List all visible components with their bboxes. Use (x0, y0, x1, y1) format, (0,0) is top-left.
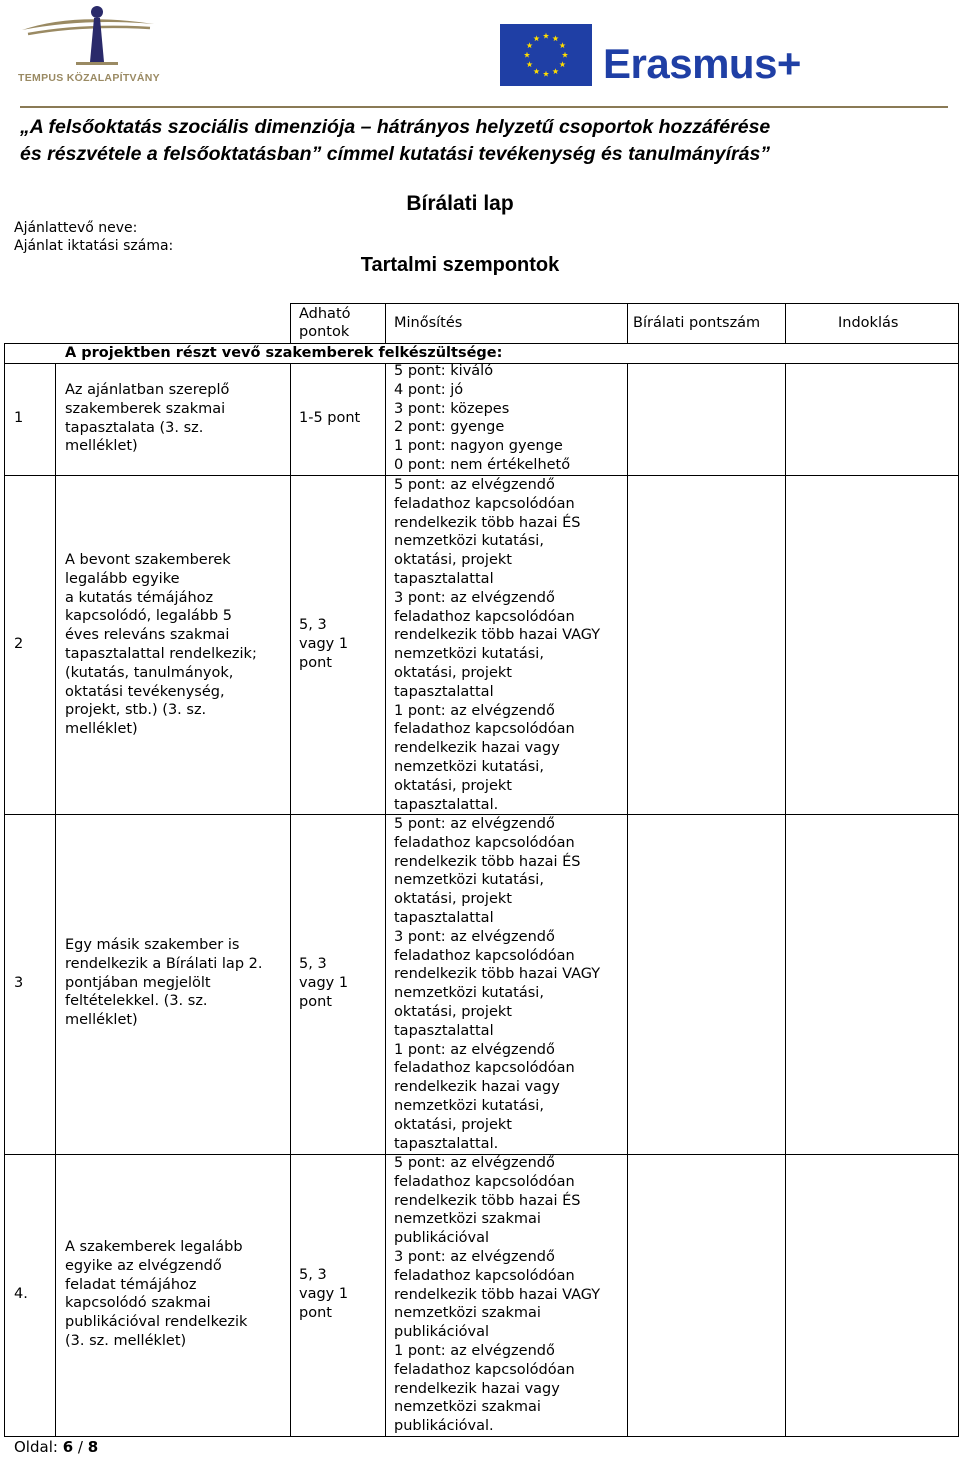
header-score: Bírálati pontszám (633, 315, 761, 331)
page-header (0, 0, 960, 112)
cell-line: pont (299, 993, 332, 1010)
cell-line: A bevont szakemberek (65, 552, 231, 568)
cell-line: tapasztalata (3. sz. (65, 419, 204, 436)
cell-line: kapcsolódó szakmai (65, 1295, 211, 1312)
cell-line: nemzetközi kutatási, (394, 985, 544, 1002)
erasmus-logo-text: Erasmus+ (603, 40, 801, 87)
cell-line: oktatási, projekt (394, 664, 512, 681)
table-border (785, 363, 786, 1437)
header-divider (20, 106, 948, 108)
header-points-line1: Adható (299, 306, 351, 322)
cell-line: publikációval (394, 1230, 490, 1247)
criterion-text (65, 936, 262, 1030)
cell-line: 5 pont: az elvégzendő (394, 1155, 555, 1171)
cell-line: Egy másik szakember is (65, 937, 240, 953)
cell-line: 0 pont: nem értékelhető (394, 456, 571, 473)
cell-line: nemzetközi kutatási, (394, 758, 544, 775)
cell-line: publikációval (394, 1324, 490, 1341)
criterion-text (65, 1238, 247, 1351)
cell-line: publikációval rendelkezik (65, 1314, 248, 1331)
cell-line: 4 pont: jó (394, 381, 464, 398)
cell-line: A szakemberek legalább (65, 1239, 243, 1255)
cell-line: rendelkezik a Bírálati lap 2. (65, 955, 263, 972)
rating-text (394, 476, 600, 814)
cell-line: 1-5 pont (299, 410, 361, 426)
points-text (299, 955, 348, 1011)
cell-line: 3 pont: az elvégzendő (394, 589, 555, 606)
table-border (4, 343, 5, 1437)
cell-line: rendelkezik több hazai ÉS (394, 853, 581, 870)
cell-line: oktatási tevékenység, (65, 683, 225, 700)
row-number: 2 (14, 636, 24, 652)
table-border (385, 303, 386, 343)
cell-line: rendelkezik több hazai ÉS (394, 1192, 581, 1209)
bidder-name-label: Ajánlattevő neve: (14, 220, 138, 236)
points-text (299, 1266, 348, 1322)
cell-line: 1 pont: az elvégzendő (394, 1041, 555, 1058)
cell-line: tapasztalattal. (394, 1135, 499, 1152)
cell-line: feladathoz kapcsolódóan (394, 1060, 575, 1077)
cell-line: nemzetközi szakmai (394, 1399, 541, 1416)
header-rating: Minősítés (394, 315, 463, 331)
cell-line: feladathoz kapcsolódóan (394, 495, 575, 512)
criterion-text (65, 551, 257, 739)
cell-line: tapasztalattal. (394, 796, 499, 813)
row-number: 3 (14, 975, 24, 991)
cell-line: nemzetközi kutatási, (394, 533, 544, 550)
cell-line: 2 pont: gyenge (394, 419, 505, 436)
cell-line: nemzetközi szakmai (394, 1305, 541, 1322)
current-page: 6 (62, 1438, 74, 1456)
cell-line: oktatási, projekt (394, 1003, 512, 1020)
cell-line: feladat témájához (65, 1276, 197, 1293)
cell-line: rendelkezik hazai vagy (394, 1380, 560, 1397)
tempus-logo-text: TEMPUS KÖZALAPÍTVÁNY (18, 72, 160, 84)
table-border (290, 303, 291, 343)
cell-line: melléklet) (65, 438, 138, 455)
cell-line: oktatási, projekt (394, 891, 512, 908)
evaluation-table (4, 303, 959, 1437)
page-footer (14, 1438, 98, 1456)
table-border (627, 303, 628, 343)
sheet-subtitle: Tartalmi szempontok (360, 254, 560, 276)
page-label: Oldal: (14, 1438, 58, 1456)
points-text (299, 409, 360, 428)
cell-line: 3 pont: az elvégzendő (394, 1248, 555, 1265)
document-title-line1: „A felsőoktatás szociális dimenziója – hátrányos helyzetű csoportok hozzáférése (20, 116, 771, 138)
cell-line: Az ajánlatban szereplő (65, 382, 230, 398)
cell-line: rendelkezik több hazai VAGY (394, 627, 601, 644)
cell-line: oktatási, projekt (394, 1116, 512, 1133)
cell-line: feladathoz kapcsolódóan (394, 1267, 575, 1284)
header-justification: Indoklás (838, 315, 899, 331)
cell-line: tapasztalattal (394, 1022, 494, 1039)
cell-line: feladathoz kapcsolódóan (394, 947, 575, 964)
cell-line: tapasztalattal (394, 909, 494, 926)
cell-line: feladathoz kapcsolódóan (394, 608, 575, 625)
rating-text (394, 1154, 600, 1436)
cell-line: melléklet) (65, 721, 138, 738)
table-border (55, 363, 56, 1437)
cell-line: 1 pont: az elvégzendő (394, 1342, 555, 1359)
row-number: 1 (14, 410, 24, 426)
table-border (958, 303, 959, 1437)
cell-line: rendelkezik több hazai VAGY (394, 966, 601, 983)
rating-text (394, 815, 600, 1153)
cell-line: projekt, stb.) (3. sz. (65, 702, 207, 719)
cell-line: vagy 1 (299, 974, 349, 991)
cell-line: 1 pont: az elvégzendő (394, 702, 555, 719)
cell-line: 5, 3 (299, 617, 327, 633)
cell-line: vagy 1 (299, 1285, 349, 1302)
cell-line: feladathoz kapcsolódóan (394, 1173, 575, 1190)
header-points-line2: pontok (299, 324, 350, 340)
bid-meta (14, 219, 173, 255)
header-points (299, 305, 351, 341)
criterion-text (65, 381, 229, 456)
cell-line: nemzetközi szakmai (394, 1211, 541, 1228)
cell-line: 1 pont: nagyon gyenge (394, 438, 563, 455)
cell-line: 5 pont: kiváló (394, 363, 494, 379)
cell-line: szakemberek szakmai (65, 400, 226, 417)
cell-line: 5 pont: az elvégzendő (394, 477, 555, 493)
cell-line: oktatási, projekt (394, 552, 512, 569)
table-border (4, 1436, 959, 1437)
cell-line: feladathoz kapcsolódóan (394, 1361, 575, 1378)
row-number: 4. (14, 1286, 28, 1302)
cell-line: egyike az elvégzendő (65, 1257, 222, 1274)
cell-line: 3 pont: az elvégzendő (394, 928, 555, 945)
eu-flag-icon (500, 24, 592, 86)
cell-line: nemzetközi kutatási, (394, 1097, 544, 1114)
cell-line: nemzetközi kutatási, (394, 872, 544, 889)
cell-line: tapasztalattal rendelkezik; (65, 645, 257, 662)
cell-line: rendelkezik hazai vagy (394, 1079, 560, 1096)
document-title-line2: és részvétele a felsőoktatásban” címmel kutatási tevékenység és tanulmányírás” (20, 143, 771, 165)
cell-line: legalább egyike (65, 570, 180, 587)
cell-line: 5, 3 (299, 1267, 327, 1283)
cell-line: rendelkezik több hazai ÉS (394, 514, 581, 531)
cell-line: feladathoz kapcsolódóan (394, 721, 575, 738)
cell-line: 3 pont: közepes (394, 400, 510, 417)
table-border (290, 303, 959, 304)
cell-line: pont (299, 654, 332, 671)
rating-text (394, 362, 570, 475)
table-border (627, 363, 628, 1437)
cell-line: (3. sz. melléklet) (65, 1332, 187, 1349)
total-pages: 8 (87, 1438, 99, 1456)
cell-line: rendelkezik több hazai VAGY (394, 1286, 601, 1303)
points-text (299, 616, 348, 672)
cell-line: feltételekkel. (3. sz. (65, 993, 208, 1010)
document-title (20, 114, 940, 168)
cell-line: tapasztalattal (394, 570, 494, 587)
cell-line: vagy 1 (299, 635, 349, 652)
cell-line: feladathoz kapcsolódóan (394, 834, 575, 851)
cell-line: éves releváns szakmai (65, 627, 230, 644)
section-title: A projektben részt vevő szakemberek felkészültsége: (65, 345, 503, 361)
cell-line: pontjában megjelölt (65, 974, 211, 991)
page-separator: / (77, 1438, 83, 1456)
cell-line: publikációval. (394, 1418, 494, 1435)
cell-line: 5 pont: az elvégzendő (394, 816, 555, 832)
cell-line: oktatási, projekt (394, 777, 512, 794)
cell-line: kapcsolódó, legalább 5 (65, 608, 233, 625)
table-border (785, 303, 786, 343)
cell-line: nemzetközi kutatási, (394, 646, 544, 663)
cell-line: rendelkezik hazai vagy (394, 740, 560, 757)
cell-line: pont (299, 1304, 332, 1321)
cell-line: (kutatás, tanulmányok, (65, 664, 234, 681)
cell-line: tapasztalattal (394, 683, 494, 700)
table-border (290, 363, 291, 1437)
cell-line: a kutatás témájához (65, 589, 214, 606)
sheet-title: Bírálati lap (406, 192, 514, 215)
cell-line: 5, 3 (299, 956, 327, 972)
cell-line: melléklet) (65, 1012, 138, 1029)
table-border (385, 363, 386, 1437)
registration-number-label: Ajánlat iktatási száma: (14, 238, 174, 254)
